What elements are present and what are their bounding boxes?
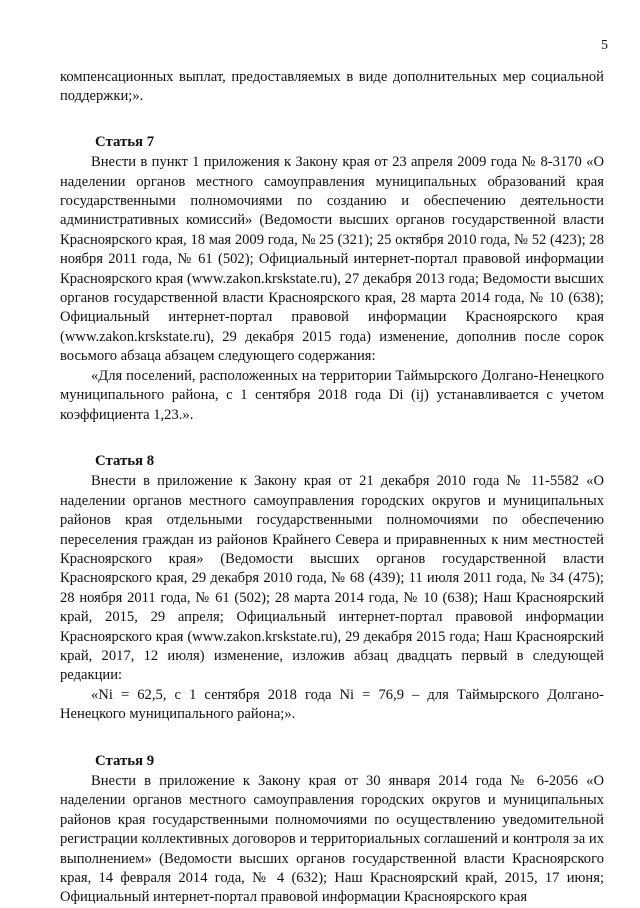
article-8-quote: «Ni = 62,5, с 1 сентября 2018 года Ni = 76,9 – для Таймырского Долгано-Ненецкого муниципального района;». [60, 686, 604, 723]
article-7-body: Внести в пункт 1 приложения к Закону края от 23 апреля 2009 года № 8-3170 «О наделении органов местного самоуправления муниципальных образований края государственными полномочиями по созданию и обеспечению деятельности административных комиссий» (Ведомости высших органов государственной власти Красноярского края, 18 мая 2009 года, № 25 (321); 25 октября 2010 года, № 52 (423); 28 ноября 2011 года, № 61 (502); Официальный интернет-портал правовой информации Красноярского края (www.zakon.krskstate.ru), 27 декабря 2013 года; Ведомости высших органов государственной власти Красноярского края, 28 марта 2014 года, № 10 (638); Официальный интернет-портал правовой информации Красноярского края (www.zakon.krskstate.ru), 29 декабря 2015 года) изменение, дополнив после сорок восьмого абзаца абзацем следующего содержания: [60, 154, 604, 365]
document-body [60, 68, 604, 908]
article-7-heading: Статья 7 [95, 133, 155, 150]
article-9-heading: Статья 9 [95, 752, 155, 769]
article-8-body: Внести в приложение к Закону края от 21 декабря 2010 года № 11-5582 «О наделении органов местного самоуправления городских округов и муниципальных районов края отдельными государственными полномочиями по обеспечению переселения граждан из районов Крайнего Севера и приравненных к ним местностей Красноярского края» (Ведомости высших органов государственной власти Красноярского края, 29 декабря 2010 года, № 68 (439); 11 июля 2011 года, № 34 (475); 28 ноября 2011 года, № 61 (502); 28 марта 2014 года, № 10 (638); Наш Красноярский край, 2015, 29 апреля; Официальный интернет-портал правовой информации Красноярского края (www.zakon.krskstate.ru), 29 декабря 2015 года; Наш Красноярский край, 2017, 12 июля) изменение, изложив абзац двадцать первый в следующей редакции: [60, 473, 604, 684]
article-9-body: Внести в приложение к Закону края от 30 января 2014 года № 6-2056 «О наделении органов местного самоуправления городских округов и муниципальных районов края государственными полномочиями по осуществлению уведомительной регистрации коллективных договоров и территориальных соглашений и контроля за их выполнением» (Ведомости высших органов государственной власти Красноярского края, 14 февраля 2014 года, № 4 (632); Наш Красноярский край, 2015, 17 июня; Официальный интернет-портал правовой информации Красноярского края [60, 773, 604, 906]
intro-paragraph: компенсационных выплат, предоставляемых в виде дополнительных мер социальной поддержки;». [60, 69, 604, 105]
article-8-heading: Статья 8 [95, 452, 155, 469]
page-number: 5 [601, 38, 608, 53]
article-7-quote: «Для поселений, расположенных на территории Таймырского Долгано-Ненецкого муниципального района, с 1 сентября 2018 года Di (ij) устанавливается с учетом коэффициента 1,23.». [60, 367, 604, 423]
